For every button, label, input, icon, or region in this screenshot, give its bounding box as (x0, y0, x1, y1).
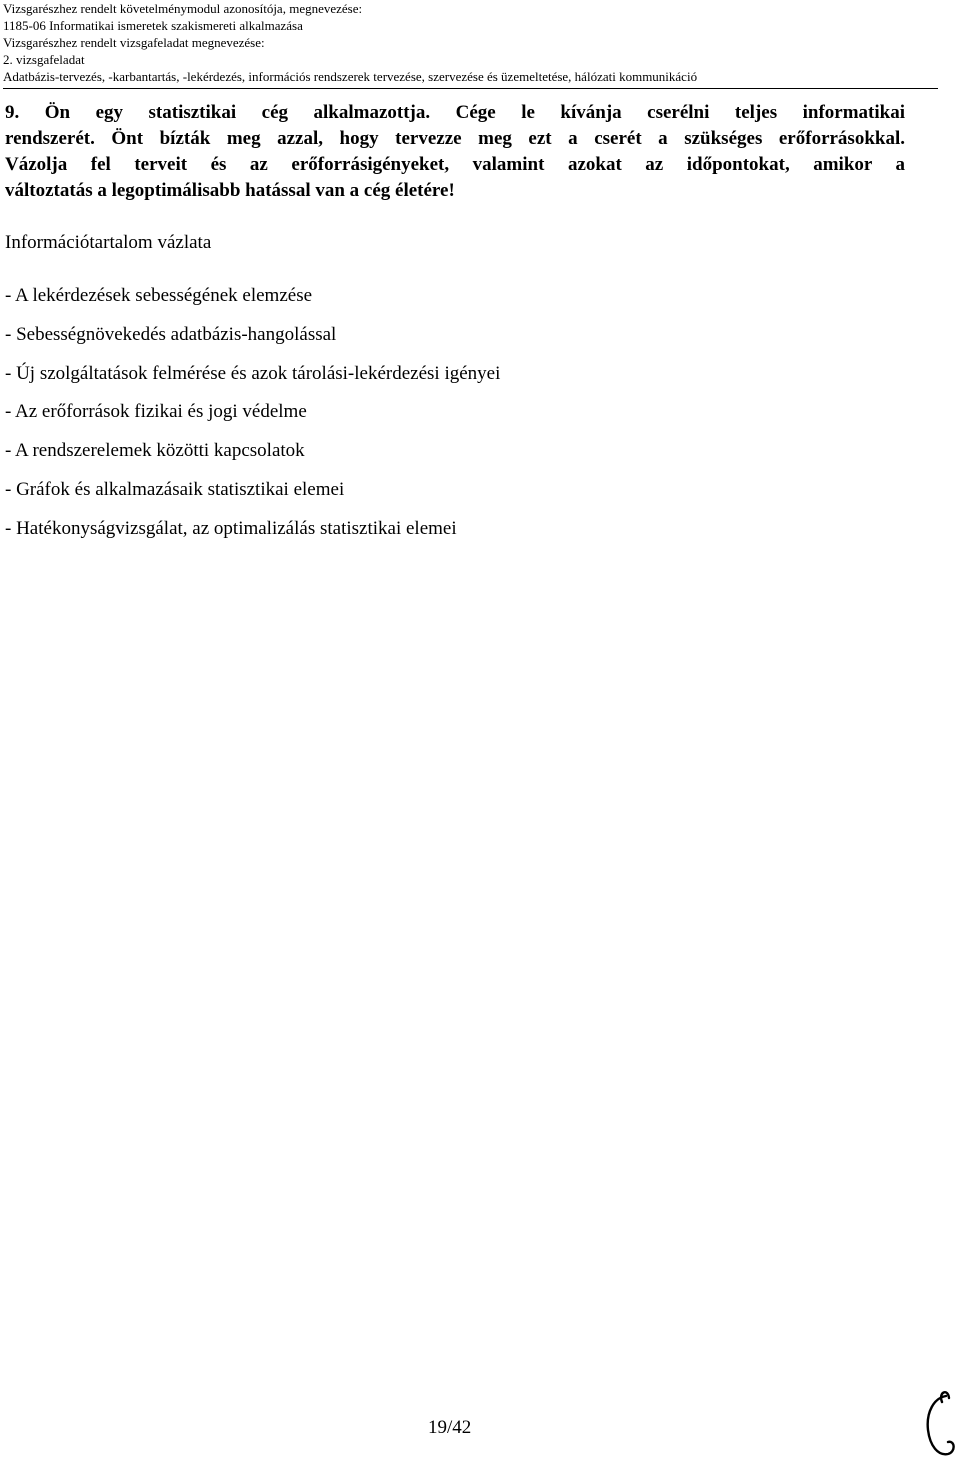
outline-item: - Az erőforrások fizikai és jogi védelme (5, 401, 307, 423)
outline-title: Információtartalom vázlata (5, 232, 212, 253)
task-statement (5, 100, 905, 204)
outline-item: - Sebességnövekedés adatbázis-hangolással (5, 323, 337, 345)
outline-item: - A lekérdezések sebességének elemzése (5, 285, 313, 306)
header-task-number: 2. vizsgafeladat (3, 52, 85, 67)
signature-mark (922, 1388, 958, 1460)
header-module-id: 1185-06 Informatikai ismeretek szakismereti alkalmazása (3, 18, 303, 33)
page-header (3, 0, 943, 89)
page-number: 19/42 (428, 1417, 472, 1438)
outline-item: - Gráfok és alkalmazásaik statisztikai elemei (5, 478, 345, 500)
outline-list (5, 283, 500, 555)
header-task-label: Vizsgarészhez rendelt vizsgafeladat megnevezése: (3, 35, 265, 50)
outline-item: - Új szolgáltatások felmérése és azok tárolási-lekérdezési igényei (5, 362, 501, 384)
header-module-label: Vizsgarészhez rendelt követelménymodul azonosítója, megnevezése: (3, 1, 363, 16)
header-divider (3, 88, 938, 89)
task-line: rendszerét. Önt bízták meg azzal, hogy tervezze meg ezt a cserét a szükséges erőforrásokkal. (5, 128, 905, 149)
header-task-topics: Adatbázis-tervezés, -karbantartás, -lekérdezés, információs rendszerek tervezése, szervezése és üzemeltetése, hálózati kommunikáció (3, 69, 698, 84)
task-line: Vázolja fel terveit és az erőforrásigényeket, valamint azokat az időpontokat, amikor a (5, 154, 905, 175)
outline-item: - A rendszerelemek közötti kapcsolatok (5, 440, 305, 462)
task-line: változtatás a legoptimálisabb hatással van a cég életére! (5, 180, 455, 201)
outline-item: - Hatékonyságvizsgálat, az optimalizálás statisztikai elemei (5, 517, 457, 539)
task-line: 9. Ön egy statisztikai cég alkalmazottja. Cége le kívánja cserélni teljes informatikai (5, 102, 905, 123)
